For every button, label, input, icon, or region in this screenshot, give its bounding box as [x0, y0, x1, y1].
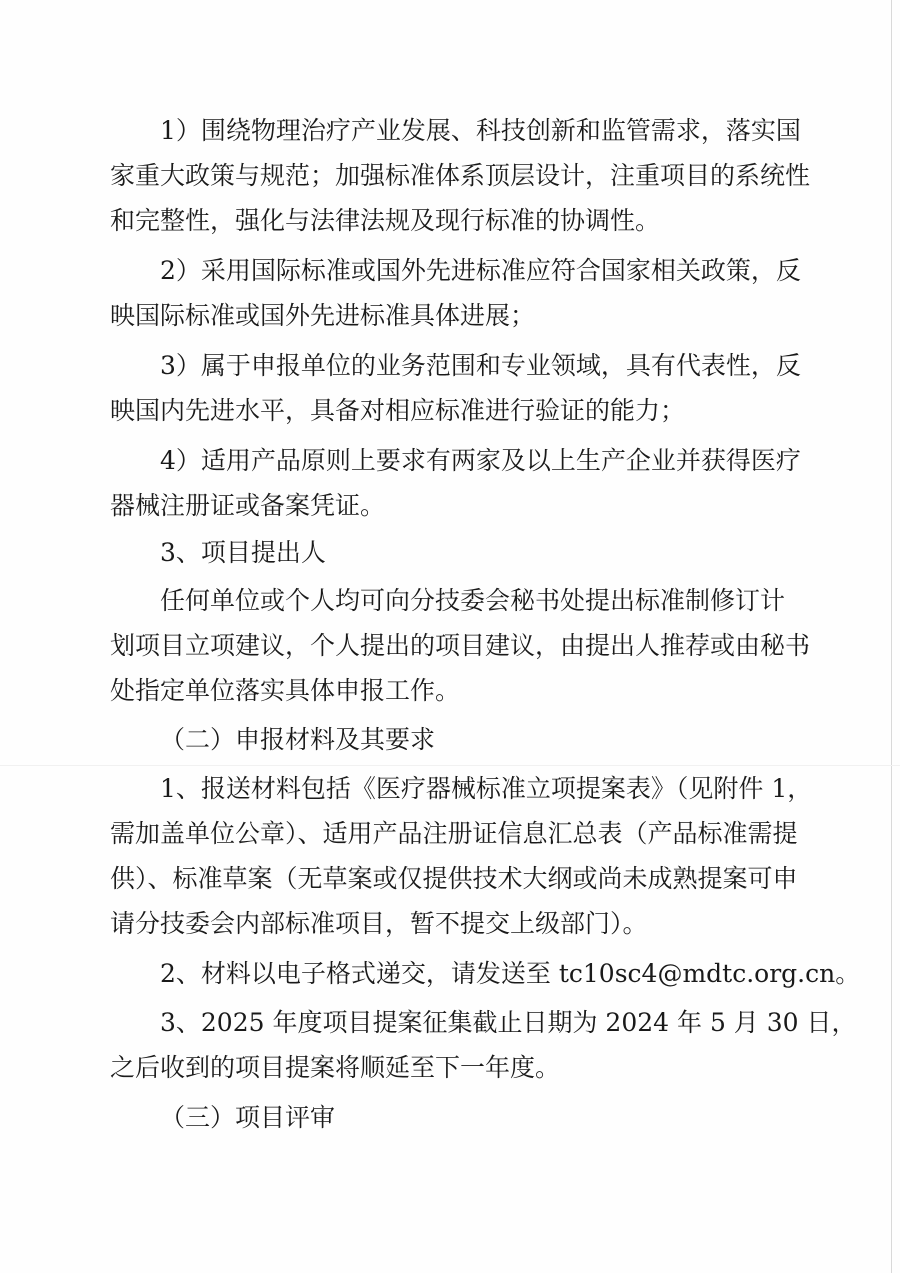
- section-heading-review: （三）项目评审: [160, 1103, 336, 1132]
- paragraph-4-line-2: 器械注册证或备案凭证。: [110, 491, 386, 520]
- paragraph-6-line-1: 1、报送材料包括《医疗器械标准立项提案表》（见附件 1，: [160, 774, 813, 803]
- paragraph-6-line-4: 请分技委会内部标准项目，暂不提交上级部门）。: [110, 909, 648, 938]
- paragraph-2-line-2: 映国际标准或国外先进标准具体进展；: [110, 301, 536, 330]
- paragraph-3-line-2: 映国内先进水平，具备对相应标准进行验证的能力；: [110, 396, 686, 425]
- paragraph-7-line-1: 2、材料以电子格式递交，请发送至 tc10sc4@mdtc.org.cn。: [160, 959, 861, 988]
- scan-edge-line: [891, 0, 892, 1273]
- scan-fold-line: [0, 765, 900, 766]
- paragraph-5-line-3: 处指定单位落实具体申报工作。: [110, 676, 461, 705]
- section-heading-materials: （二）申报材料及其要求: [160, 725, 436, 754]
- paragraph-5-line-2: 划项目立项建议，个人提出的项目建议，由提出人推荐或由秘书: [110, 631, 811, 660]
- paragraph-6-line-2: 需加盖单位公章）、适用产品注册证信息汇总表（产品标准需提: [110, 819, 798, 848]
- paragraph-8-line-2: 之后收到的项目提案将顺延至下一年度。: [110, 1053, 561, 1082]
- section-heading-proposer: 3、项目提出人: [160, 538, 326, 567]
- paragraph-2-line-1: 2）采用国际标准或国外先进标准应符合国家相关政策，反: [160, 256, 801, 285]
- paragraph-6-line-3: 供）、标准草案（无草案或仅提供技术大纲或尚未成熟提案可申: [110, 864, 798, 893]
- paragraph-1-line-2: 家重大政策与规范；加强标准体系顶层设计，注重项目的系统性: [110, 161, 811, 190]
- paragraph-3-line-1: 3）属于申报单位的业务范围和专业领域，具有代表性，反: [160, 351, 801, 380]
- paragraph-8-line-1: 3、2025 年度项目提案征集截止日期为 2024 年 5 月 30 日，: [160, 1008, 857, 1037]
- paragraph-1-line-1: 1）围绕物理治疗产业发展、科技创新和监管需求，落实国: [160, 116, 801, 145]
- paragraph-4-line-1: 4）适用产品原则上要求有两家及以上生产企业并获得医疗: [160, 446, 801, 475]
- paragraph-1-line-3: 和完整性，强化与法律法规及现行标准的协调性。: [110, 206, 661, 235]
- paragraph-5-line-1: 任何单位或个人均可向分技委会秘书处提出标准制修订计: [160, 586, 786, 615]
